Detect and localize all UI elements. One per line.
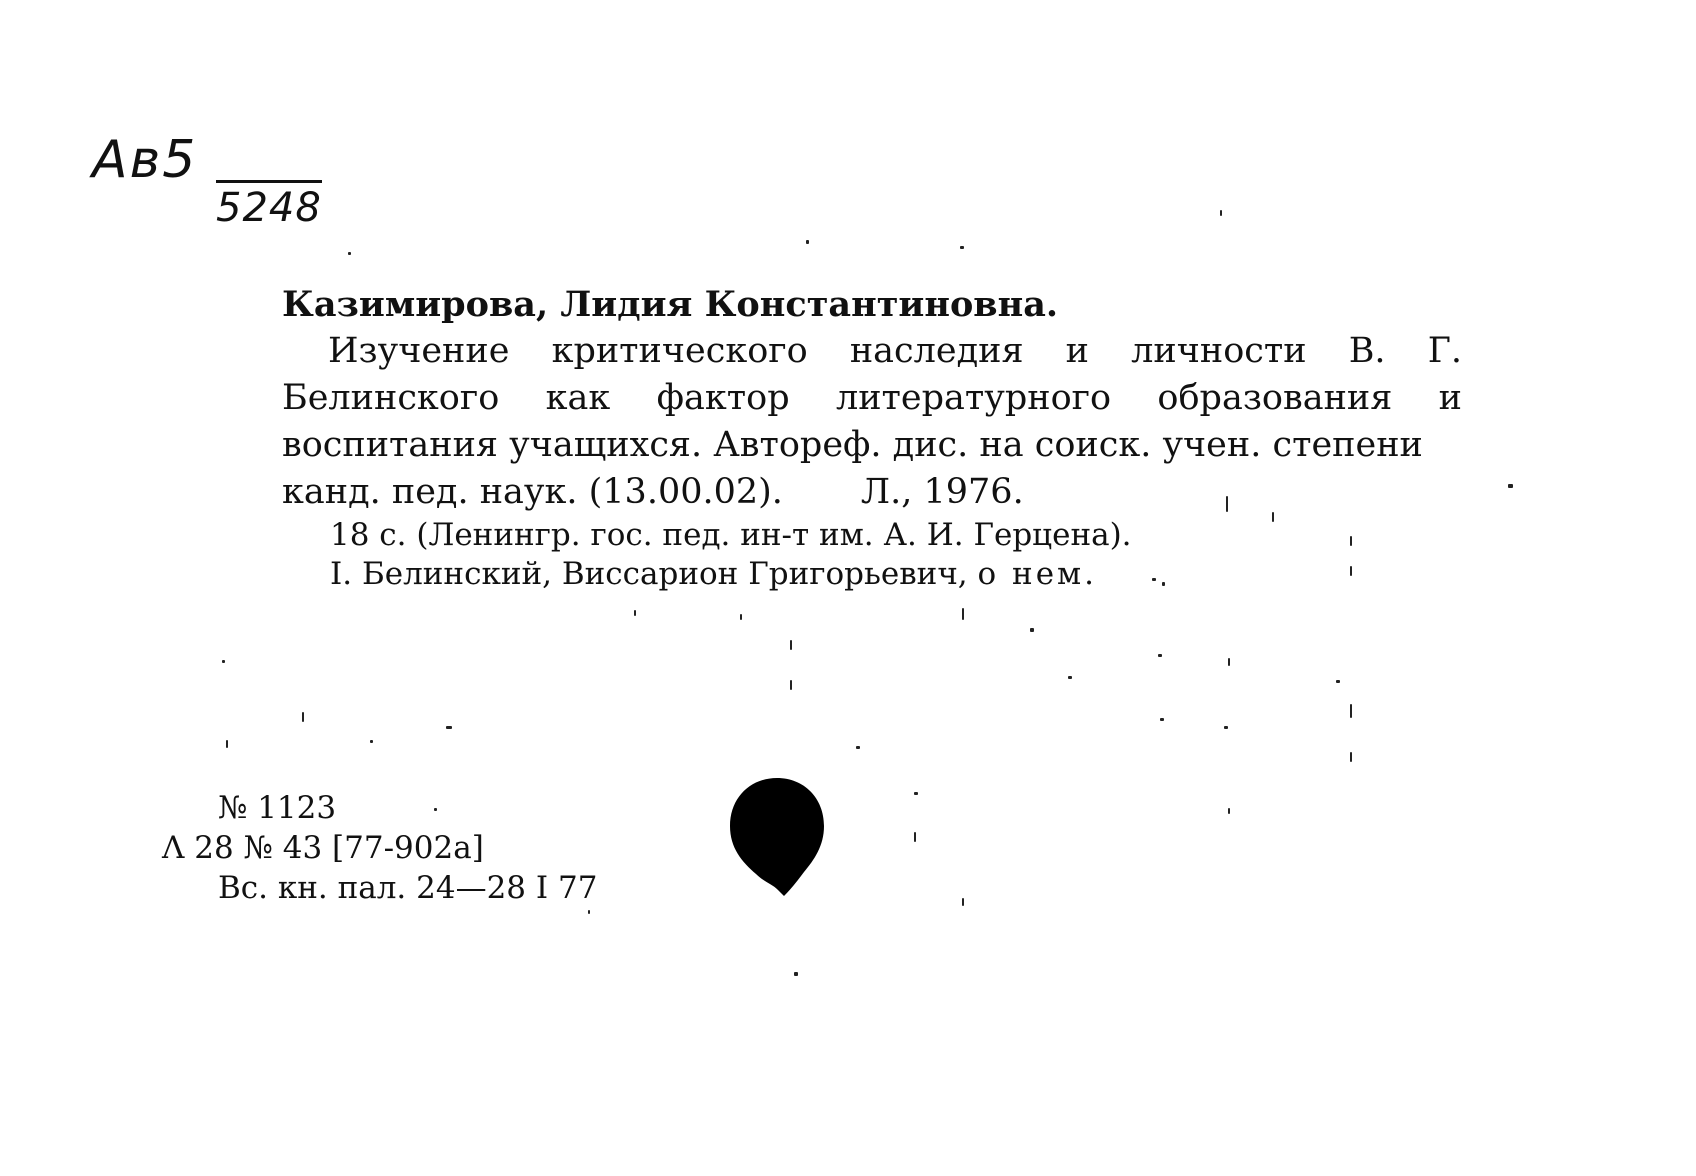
punch-hole [728,776,826,898]
bibliographic-entry [282,282,1462,594]
subject-name: I. Белинский, Виссарион Григорьевич, [330,556,968,592]
call-number-bottom: 5248 [216,180,322,231]
ledger-number: Λ 28 № 43 [77-902а] [162,830,484,866]
title-statement-end [282,469,1462,516]
title-statement: Изучение критического наследия и личности В. Г. Белинского как фактор литературного образования и воспитания учащихся. Автореф. дис. на соиск. учен. степени [282,331,1462,465]
call-number-top: Aв5 [92,130,198,190]
handwritten-call-number [92,130,322,231]
book-chamber-note: Вс. кн. пал. 24—28 I 77 [218,870,598,906]
subject-tracing [282,555,1462,594]
author-heading: Казимирова, Лидия Константиновна. [282,284,1059,325]
registration-block [162,788,597,908]
card-number: № 1123 [218,790,337,826]
place-year: Л., 1976. [860,472,1024,512]
subject-qualifier: о нем. [977,556,1098,592]
collation-note: 18 с. (Ленингр. гос. пед. ин-т им. А. И. Герцена). [330,517,1132,553]
degree-code: канд. пед. наук. (13.00.02). [282,472,783,512]
